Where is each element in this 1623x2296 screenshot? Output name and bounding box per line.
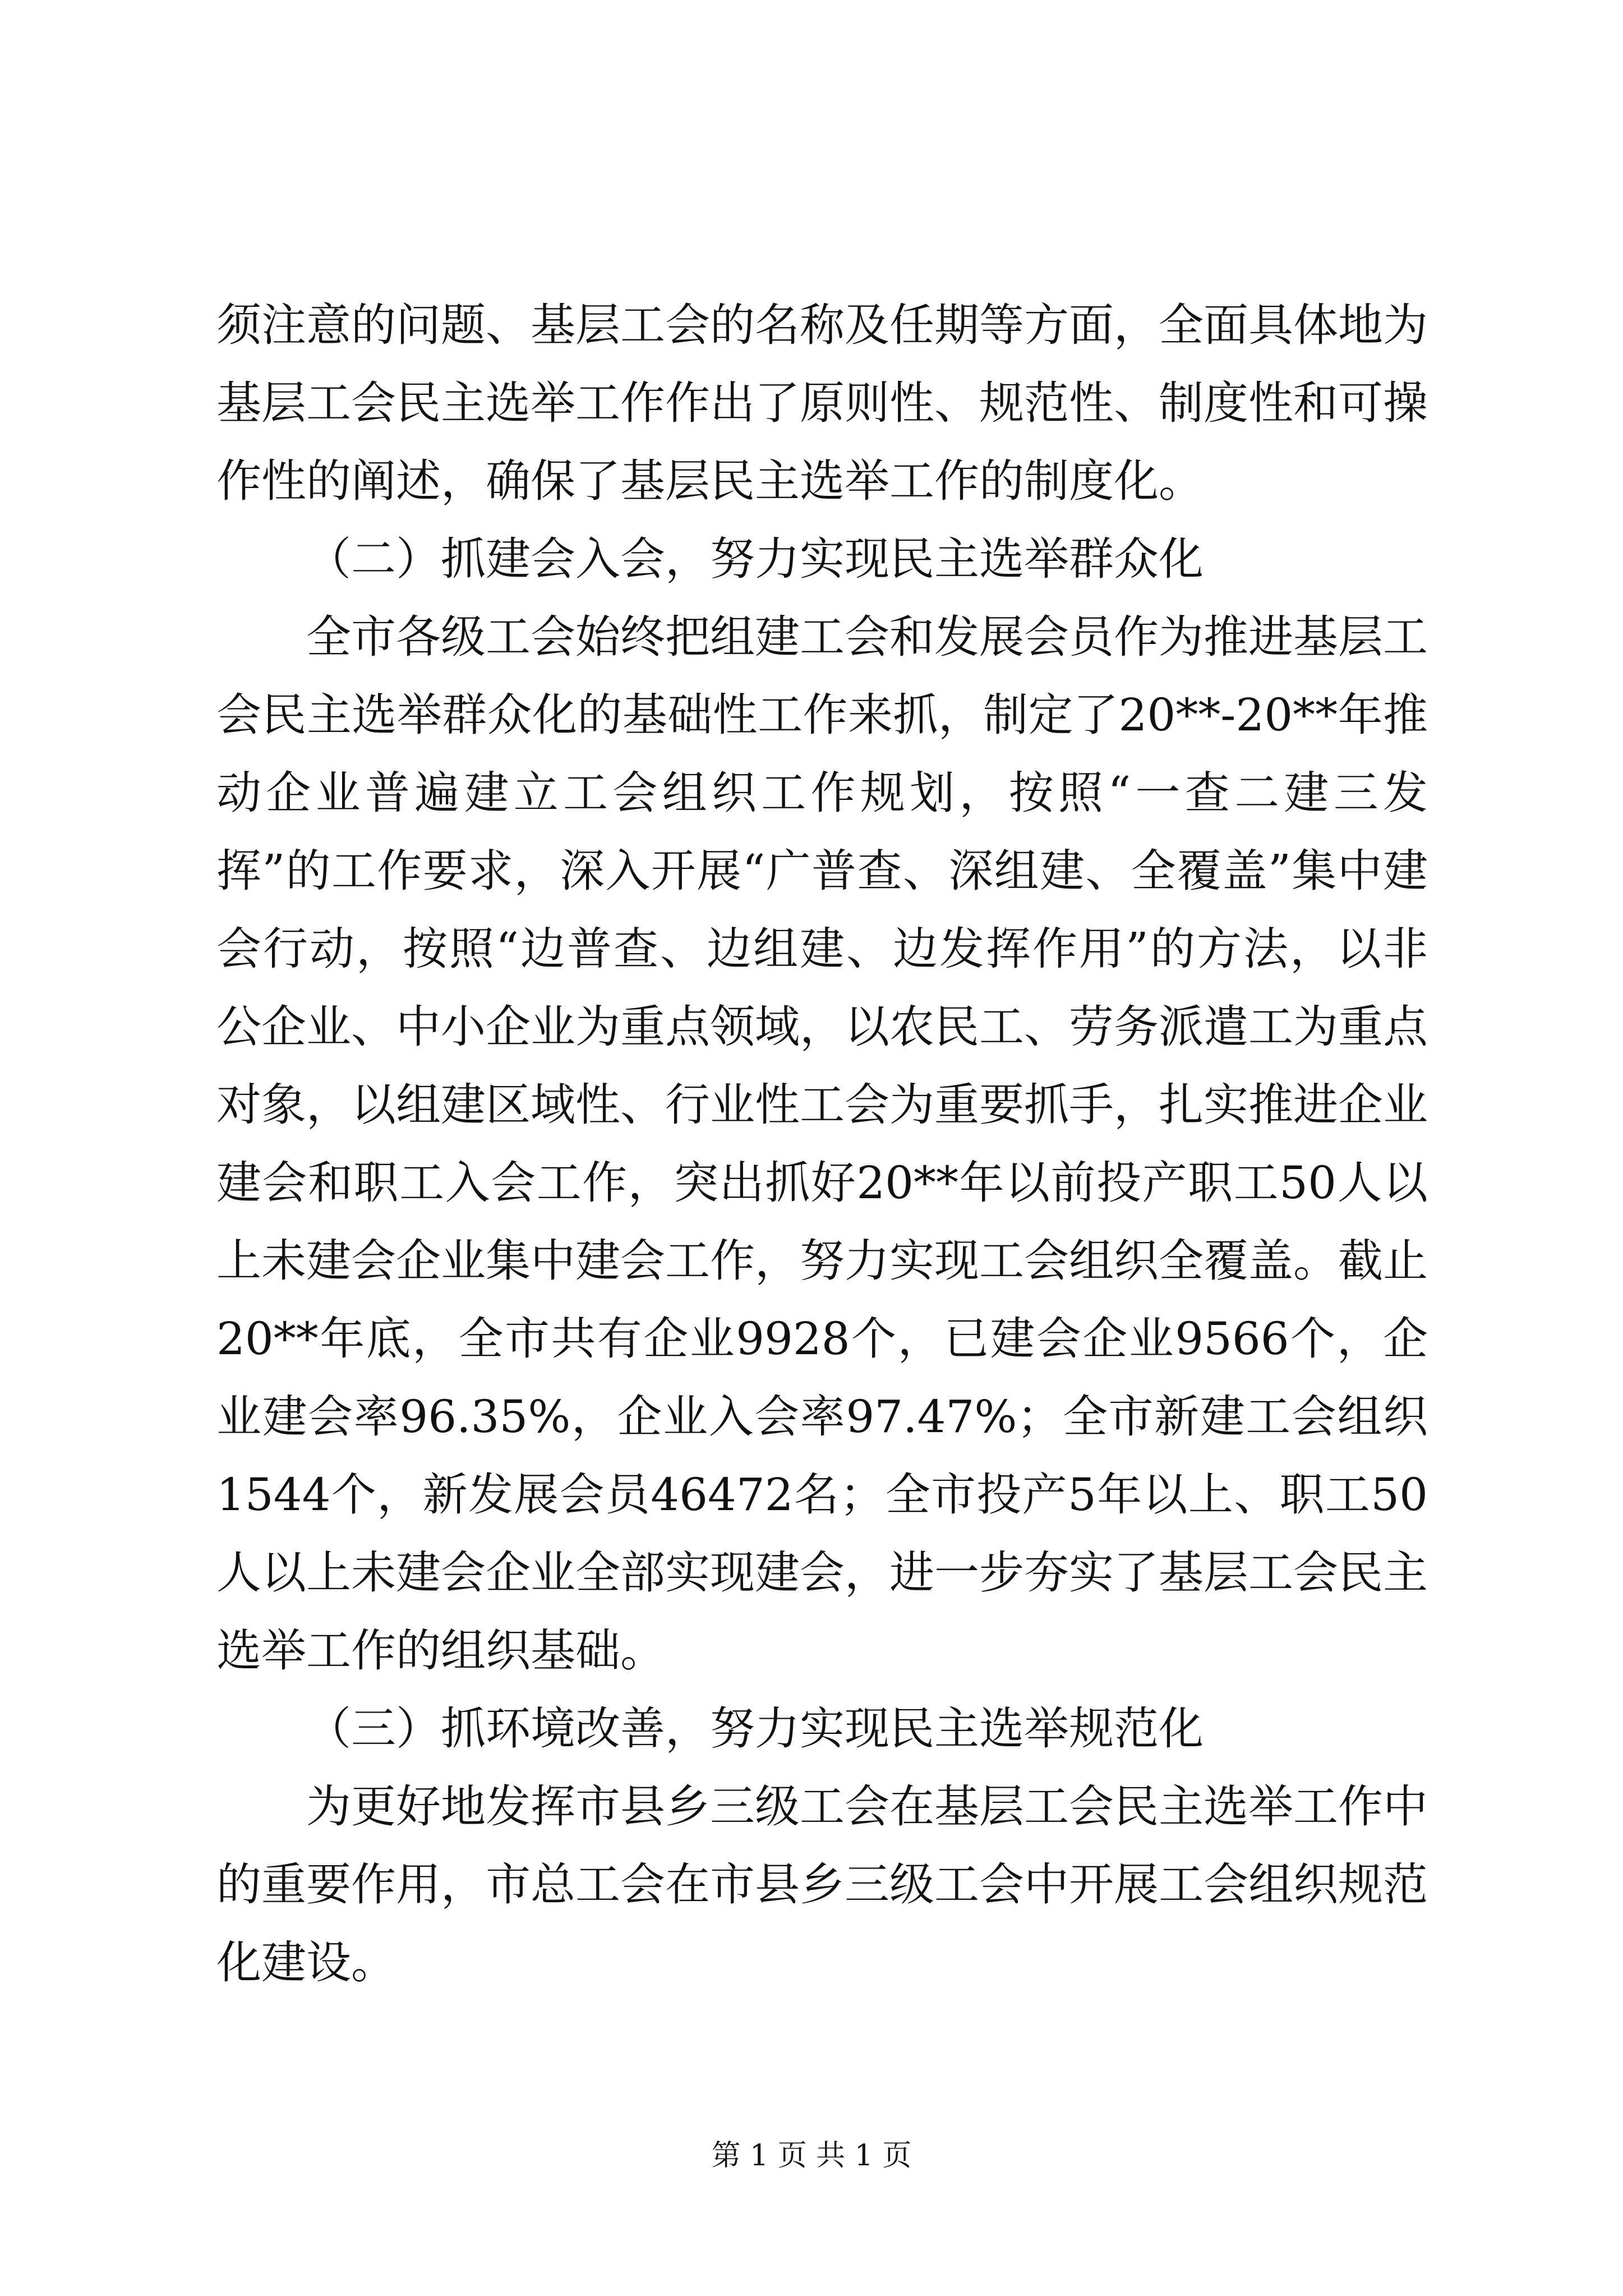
section-heading-three: （三）抓环境改善，努力实现民主选举规范化: [306, 1703, 1204, 1755]
document-body: [216, 286, 1428, 2001]
page-footer: 第 1 页 共 1 页: [711, 2139, 912, 2173]
paragraph-membership: 全市各级工会始终把组建工会和发展会员作为推进基层工会民主选举群众化的基础性工作来抓，制定了20**-20**年推动企业普遍建立工会组织工作规划，按照“一查二建三发挥”的工作要求，深入开展“广普查、深组建、全覆盖”集中建会行动，按照“边普查、边组建、边发挥作用”的方法，以非公企业、中小企业为重点领域，以农民工、劳务派遣工为重点对象，以组建区域性、行业性工会为重要抓手，扎实推进企业建会和职工入会工作，突出抓好20**年以前投产职工50人以上未建会企业集中建会工作，努力实现工会组织全覆盖。截止20**年底，全市共有企业9928个，已建会企业9566个，企业建会率96.35%，企业入会率97.47%；全市新建工会组织1544个，新发展会员46472名；全市投产5年以上、职工50人以上未建会企业全部实现建会，进一步夯实了基层工会民主选举工作的组织基础。: [216, 611, 1428, 1677]
paragraph-environment: 为更好地发挥市县乡三级工会在基层工会民主选举工作中的重要作用，市总工会在市县乡三级工会中开展工会组织规范化建设。: [216, 1780, 1428, 1989]
section-heading-two: （二）抓建会入会，努力实现民主选举群众化: [306, 533, 1204, 585]
paragraph-continuation: 须注意的问题、基层工会的名称及任期等方面，全面具体地为基层工会民主选举工作作出了原则性、规范性、制度性和可操作性的阐述，确保了基层民主选举工作的制度化。: [216, 299, 1428, 507]
